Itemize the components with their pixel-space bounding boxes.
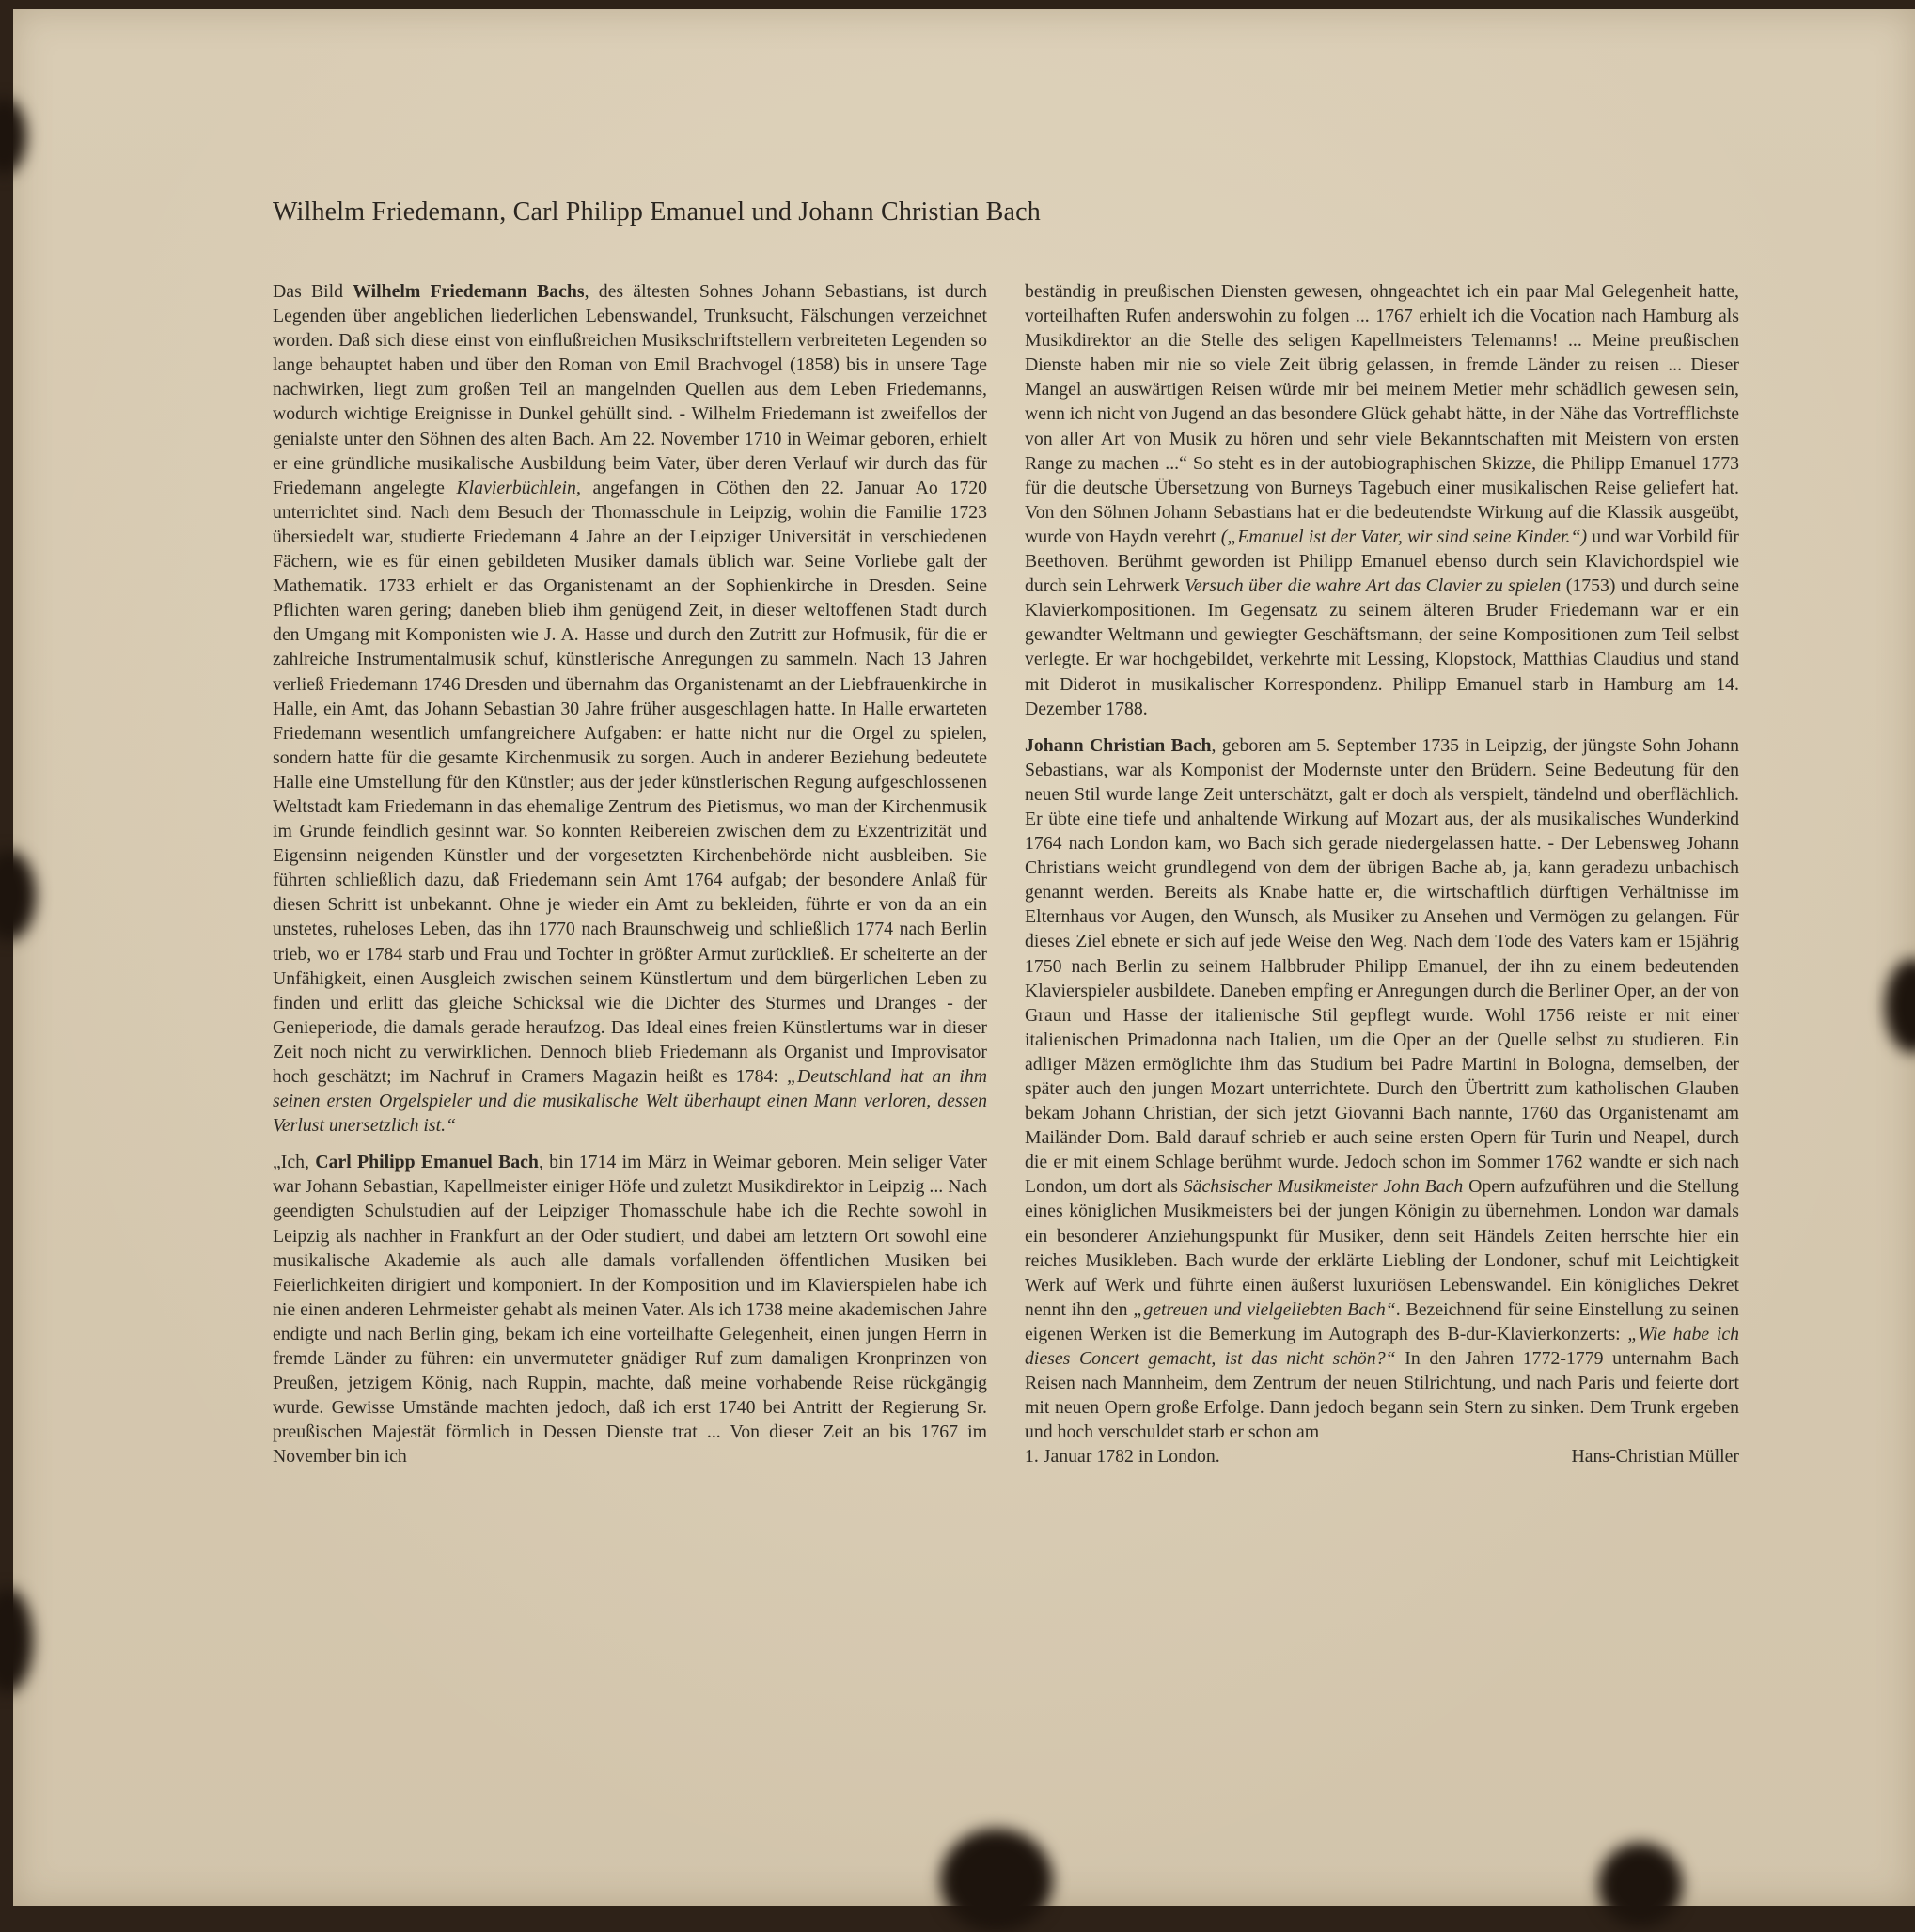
paragraph-wilhelm-friedemann: Das Bild Wilhelm Friedemann Bachs, des ältesten Sohnes Johann Sebastians, ist durch Legenden über angeblichen liederlichen Lebenswandel, Trunksucht, Fälschungen verzeichnet worden. Daß sich diese einst von einflußreichen Musikschriftstellern verbreiteten Legenden so lange behauptet haben und über den Roman von Emil Brachvogel (1858) bis in unsere Tage nachwirken, liegt zum großen Teil an mangelnden Quellen aus dem Leben Friedemanns, wodurch wichtige Ereignisse in Dunkel gehüllt sind. - Wilhelm Friedemann ist zweifellos der genialste unter den Söhnen des alten Bach. Am 22. November 1710 in Weimar geboren, erhielt er eine gründliche musikalische Ausbildung beim Vater, über deren Verlauf wir durch das für Friedemann angelegte Klavierbüchlein, angefangen in Cöthen den 22. Januar Ao 1720 unterrichtet sind. Nach dem Besuch der Thomasschule in Leipzig, wohin die Familie 1723 übersiedelt war, studierte Friedemann 4 Jahre an der Leipziger Universität in verschiedenen Fächern, wie es für einen gebildeten Musiker damals üblich war. Seine Vorliebe galt der Mathematik. 1733 erhielt er das Organistenamt an der Sophienkirche in Dresden. Seine Pflichten waren gering; daneben blieb ihm genügend Zeit, in dieser weltoffenen Stadt durch den Umgang mit Komponisten wie J. A. Hasse und durch den Zutritt zur Hofmusik, für die er zahlreiche Instrumentalmusik schuf, künstlerische Anregungen zu sammeln. Nach 13 Jahren verließ Friedemann 1746 Dresden und übernahm das Organistenamt an der Liebfrauenkirche in Halle, ein Amt, das Johann Sebastian 30 Jahre früher ausgeschlagen hatte. In Halle erwarteten Friedemann wesentlich umfangreichere Aufgaben: er hatte nicht nur die Orgel zu spielen, sondern hatte für die gesamte Kirchenmusik zu sorgen. Auch in anderer Beziehung bedeutete Halle eine Umstellung für den Künstler; aus der jeder künstlerischen Regung aufgeschlossenen Weltstadt kam Friedemann in das ehemalige Zentrum des Pietismus, wo man der Kirchenmusik im Grunde feindlich gesinnt war. So konnten Reibereien zwischen dem zu Exzentrizität und Eigensinn neigenden Künstler und der vorgesetzten Kirchenbehörde nicht ausbleiben. Sie führten schließlich dazu, daß Friedemann sein Amt 1764 aufgab; der besondere Anlaß für diesen Schritt ist unbekannt. Ohne je wieder ein Amt zu bekleiden, führte er von da an ein unstetes, ruheloses Leben, das ihn 1770 nach Braunschweig und schließlich 1774 nach Berlin trieb, wo er 1784 starb und Frau und Tochter in größter Armut zurückließ. Er scheiterte an der Unfähigkeit, einen Ausgleich zwischen seinem Künstlertum und dem bürgerlichen Leben zu finden und erlitt das gleiche Schicksal wie die Dichter des Sturmes und Dranges - der Genieperiode, die damals gerade heraufzog. Das Ideal eines freien Künstlertums war in dieser Zeit noch nicht zu verwirklichen. Dennoch blieb Friedemann als Organist und Improvisator hoch geschätzt; im Nachruf in Cramers Magazin heißt es 1784: „Deutschland hat an ihm seinen ersten Orgelspieler und die musikalische Welt überhaupt einen Mann verloren, dessen Verlust unersetzlich ist.“	[273, 281, 988, 1137]
paragraph-emanuel-continued: beständig in preußischen Diensten gewesen, ohngeachtet ich ein paar Mal Gelegenheit hatte, vorteilhaften Rufen anderswohin zu folgen ... 1767 erhielt ich die Vocation nach Hamburg als Musikdirektor an die Stelle des seligen Kapellmeisters Telemanns! ... Meine preußischen Dienste haben mir nie so viele Zeit übrig gelassen, in fremde Länder zu reisen ... Dieser Mangel an auswärtigen Reisen würde mir bei meinem Metier mehr schädlich gewesen sein, wenn ich nicht von Jugend an das besondere Glück gehabt hätte, in der Nähe das Vortrefflichste von aller Art von Musik zu hören und sehr viele Bekanntschaften mit Meistern von ersten Range zu machen ...“ So steht es in der autobiographischen Skizze, die Philipp Emanuel 1773 für die deutsche Übersetzung von Burneys Tagebuch einer musikalischen Reise geliefert hat. Von den Söhnen Johann Sebastians hat er die bedeutendste Wirkung auf die Klassik ausgeübt, wurde von Haydn verehrt („Emanuel ist der Vater, wir sind seine Kinder.“) und war Vorbild für Beethoven. Berühmt geworden ist Philipp Emanuel ebenso durch sein Klavichordspiel wie durch sein Lehrwerk Versuch über die wahre Art das Clavier zu spielen (1753) und durch seine Klavierkompositionen. Im Gegensatz zu seinem älteren Bruder Friedemann war er ein gewandter Weltmann und gewiegter Geschäftsmann, der seine Kompositionen zum Teil selbst verlegte. Er war hochgebildet, verkehrte mit Lessing, Klopstock, Matthias Claudius und stand mit Diderot in musikalischer Korrespondenz. Philipp Emanuel starb in Hamburg am 14. Dezember 1788.	[1025, 281, 1740, 719]
closing-date: 1. Januar 1782 in London.	[1025, 1446, 1220, 1468]
edge-shadow-bottom-left	[940, 1829, 1053, 1932]
author-signature: Hans-Christian Müller	[1571, 1446, 1739, 1468]
paragraph-johann-christian: Johann Christian Bach, geboren am 5. September 1735 in Leipzig, der jüngste Sohn Johann Sebastians, war als Komponist der Modernste unter den Brüdern. Seine Bedeutung für den neuen Stil wurde lange Zeit unterschätzt, galt er doch als verspielt, tändelnd und oberflächlich. Er übte eine tiefe und anhaltende Wirkung auf Mozart aus, der als musikalisches Wunderkind 1764 nach London kam, wo Bach sich gerade niedergelassen hatte. - Der Lebensweg Johann Christians weicht grundlegend von dem der übrigen Bache ab, ja, kann geradezu unbachisch genannt werden. Bereits als Knabe hatte er, die wirtschaftlich dürftigen Verhältnisse im Elternhaus vor Augen, den Wunsch, als Musiker zu Ansehen und Vermögen zu gelangen. Für dieses Ziel ebnete er sich auf jede Weise den Weg. Nach dem Tode des Vaters kam er 15jährig 1750 nach Berlin zu seinem Halbbruder Philipp Emanuel, der ihn zu einem bedeutenden Klavierspieler ausbildete. Daneben empfing er Anregungen durch die Berliner Oper, an der von Graun und Hasse der italienische Stil gepflegt wurde. Wohl 1756 reiste er mit einer italienischen Primadonna nach Italien, um die Oper an der Quelle selbst zu studieren. Ein adliger Mäzen ermöglichte ihm das Studium bei Padre Martini in Bologna, demselben, der später auch den jungen Mozart unterrichtete. Durch den Übertritt zum katholischen Glauben bekam Johann Christian, der sich jetzt Giovanni Bach nannte, 1760 das Organistenamt am Mailänder Dom. Bald darauf schrieb er auch seine ersten Opern für Turin und Neapel, durch die er mit einem Schlage berühmt wurde. Jedoch schon im Sommer 1762 wandte er sich nach London, um dort als Sächsischer Musikmeister John Bach Opern aufzuführen und die Stellung eines königlichen Musikmeisters bei der jungen Königin zu übernehmen. London war damals ein besonderer Anziehungspunkt für Musiker, denn seit Händels Zeiten herrschte hier ein reiches Musikleben. Bach wurde der erklärte Liebling der Londoner, schuf mit Leichtigkeit Werk auf Werk und führte einen äußerst luxuriösen Lebenswandel. Ein königliches Dekret nennt ihn den „getreuen und vielgeliebten Bach“. Bezeichnend für seine Einstellung zu seinen eigenen Werken ist die Bemerkung im Autograph des B-dur-Klavierkonzerts: „Wie habe ich dieses Concert gemacht, ist das nicht schön?“ In den Jahren 1772-1779 unternahm Bach Reisen nach Mannheim, dem Zentrum der neuen Stilrichtung, und nach Paris und feierte dort mit neuen Opern große Erfolge. Dann jedoch begann sein Stern zu sinken. Dem Trunk ergeben und hoch verschuldet starb er schon am	[1025, 734, 1740, 1443]
right-column	[1025, 279, 1739, 1469]
left-column	[273, 279, 987, 1469]
page-title: Wilhelm Friedemann, Carl Philipp Emanuel und Johann Christian Bach	[273, 197, 1041, 227]
closing-line	[1025, 1444, 1739, 1469]
paragraph-carl-philipp-emanuel: „Ich, Carl Philipp Emanuel Bach, bin 1714 im März in Weimar geboren. Mein seliger Vater war Johann Sebastian, Kapellmeister einiger Höfe und zuletzt Musikdirektor in Leipzig ... Nach geendigten Schulstudien auf der Leipziger Thomasschule habe ich die Rechte sowohl in Leipzig als nachher in Frankfurt an der Oder studiert, und dabei am letztern Ort sowohl eine musikalische Akademie als auch alle damals vorfallenden öffentlichen Musiken bei Feierlichkeiten dirigiert und komponiert. In der Komposition und im Klavierspielen habe ich nie einen anderen Lehrmeister gehabt als meinen Vater. Als ich 1738 meine akademischen Jahre endigte und nach Berlin ging, bekam ich eine vorteilhafte Gelegenheit, einen jungen Herrn in fremde Länder zu führen: ein unvermuteter gnädiger Ruf zum damaligen Kronprinzen von Preußen, jetzigem König, nach Ruppin, machte, daß meine vorhabende Reise rückgängig wurde. Gewisse Umstände machten jedoch, daß ich erst 1740 bei Antritt der Regierung Sr. preußischen Majestät förmlich in Dessen Dienste trat ... Von dieser Zeit an bis 1767 im November bin ich	[273, 1152, 988, 1468]
edge-shadow-bottom-right	[1598, 1843, 1683, 1927]
